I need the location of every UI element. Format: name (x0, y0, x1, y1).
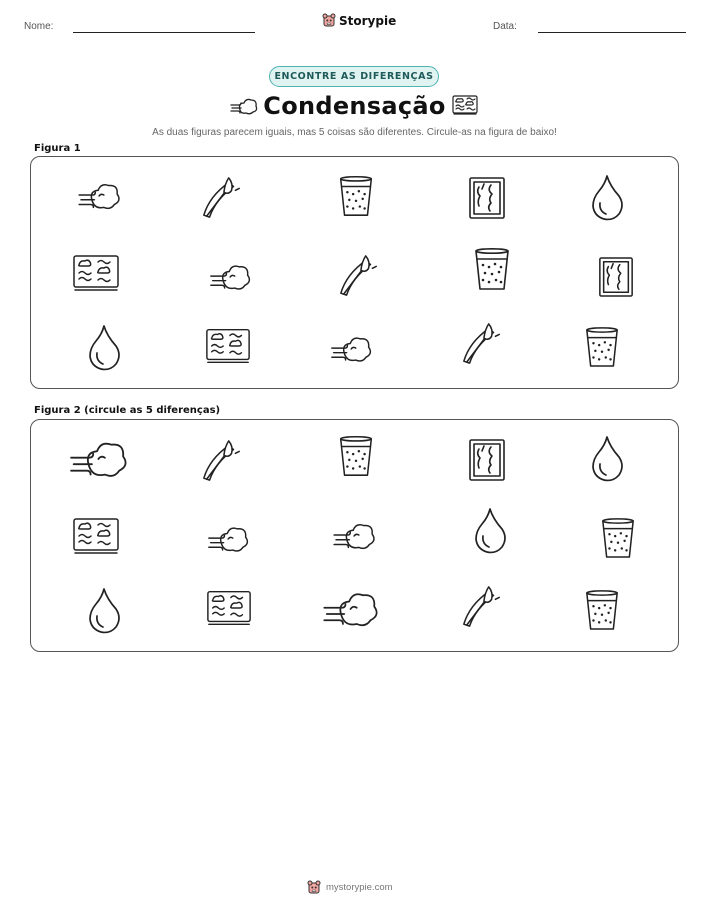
water-drop-icon[interactable] (85, 323, 123, 373)
glass-of-water-icon[interactable] (337, 175, 375, 219)
dripping-leaf-icon[interactable] (199, 438, 245, 482)
brand-name: Storypie (339, 13, 397, 28)
foggy-mirror-icon[interactable] (597, 254, 635, 300)
foggy-window-icon[interactable] (205, 588, 253, 628)
dripping-leaf-icon[interactable] (459, 584, 505, 628)
foggy-window-icon[interactable] (71, 253, 121, 293)
glass-of-water-icon[interactable] (584, 589, 620, 633)
footer (307, 880, 393, 895)
figure-2-label: Figura 2 (circule as 5 diferenças) (34, 405, 221, 416)
storypie-mascot-icon (307, 880, 321, 895)
instructions: As duas figuras parecem iguais, mas 5 coisas são diferentes. Circule-as na figura de baixo! (152, 127, 557, 138)
glass-of-water-icon[interactable] (600, 517, 636, 561)
glass-of-water-icon[interactable] (584, 326, 620, 370)
foggy-window-icon (451, 94, 479, 116)
foggy-mirror-icon[interactable] (467, 437, 507, 483)
storypie-mascot-icon (322, 13, 336, 28)
name-label: Nome: (24, 21, 54, 32)
water-drop-icon[interactable] (471, 506, 509, 556)
figure-2-frame (30, 419, 679, 652)
wind-cloud-icon[interactable] (76, 177, 126, 215)
wind-cloud-icon[interactable] (330, 330, 376, 368)
glass-of-water-icon[interactable] (337, 435, 375, 479)
date-label: Data: (493, 21, 517, 32)
figure-1-label: Figura 1 (34, 143, 81, 154)
water-drop-icon[interactable] (85, 586, 123, 636)
wind-cloud-icon[interactable] (332, 517, 380, 555)
page-title: Condensação (263, 92, 446, 120)
brand-logo (322, 13, 396, 28)
date-field[interactable] (538, 32, 686, 33)
wind-cloud-icon[interactable] (321, 584, 385, 634)
figure-1-frame (30, 156, 679, 389)
foggy-window-icon[interactable] (204, 326, 252, 366)
dripping-leaf-icon[interactable] (336, 253, 382, 297)
dripping-leaf-icon[interactable] (199, 175, 245, 219)
footer-link[interactable]: mystorypie.com (326, 882, 393, 893)
wind-cloud-icon[interactable] (68, 433, 134, 485)
water-drop-icon[interactable] (588, 173, 626, 223)
wind-cloud-icon[interactable] (207, 520, 253, 558)
foggy-mirror-icon[interactable] (467, 175, 507, 221)
name-field[interactable] (73, 32, 255, 33)
water-drop-icon[interactable] (588, 434, 626, 484)
glass-of-water-icon[interactable] (473, 247, 511, 293)
activity-badge: ENCONTRE AS DIFERENÇAS (269, 66, 439, 87)
dripping-leaf-icon[interactable] (459, 321, 505, 365)
foggy-window-icon[interactable] (71, 516, 121, 556)
wind-cloud-icon[interactable] (209, 258, 255, 296)
